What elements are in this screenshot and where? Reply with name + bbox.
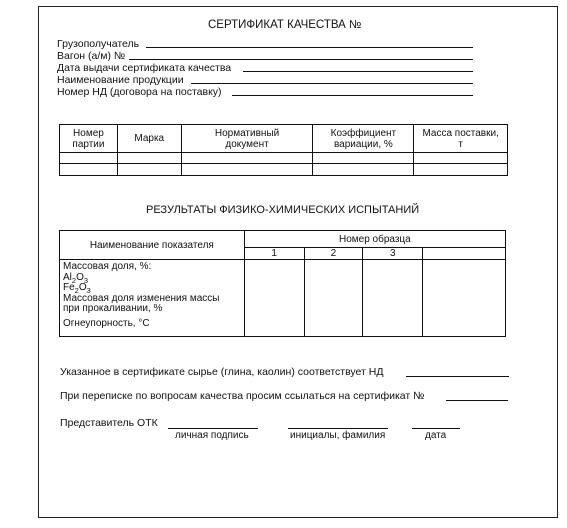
header-normative-document: Нормативный документ xyxy=(181,125,313,153)
table-cell[interactable] xyxy=(117,164,181,176)
indicator-al2o3: $Al_2O_3$ xyxy=(63,271,89,285)
header-grade: Марка xyxy=(117,125,181,153)
signature-label: Представитель ОТК xyxy=(60,417,158,429)
table-cell[interactable] xyxy=(304,260,363,337)
indicator-mass-change-line2: при прокаливании, % xyxy=(63,303,163,314)
results-header-row xyxy=(60,231,506,248)
batch-table xyxy=(59,124,508,176)
sample-number-2: 2 xyxy=(304,248,363,260)
signature-line[interactable] xyxy=(168,428,258,429)
header-batch-number: Номер партии xyxy=(60,125,118,153)
indicator-fe2o3: $Fe_2O_3$ xyxy=(63,282,91,295)
table-cell[interactable] xyxy=(313,164,414,176)
indicator-refractoriness: Огнеупорность, °С xyxy=(63,317,150,329)
table-cell[interactable] xyxy=(244,260,304,337)
table-cell[interactable] xyxy=(363,260,423,337)
caption-name: инициалы, фамилия xyxy=(290,430,386,441)
table-cell[interactable] xyxy=(60,153,118,164)
batch-table-header-row xyxy=(60,125,508,153)
table-cell[interactable] xyxy=(313,153,414,164)
certificate-number-line[interactable] xyxy=(446,400,508,401)
field-line-product[interactable] xyxy=(191,83,473,84)
section-title: РЕЗУЛЬТАТЫ ФИЗИКО-ХИМИЧЕСКИХ ИСПЫТАНИЙ xyxy=(146,204,420,216)
table-cell[interactable] xyxy=(60,164,118,176)
date-line[interactable] xyxy=(412,428,460,429)
caption-date: дата xyxy=(425,430,447,441)
conformity-line[interactable] xyxy=(406,376,509,377)
field-line-recipient[interactable] xyxy=(146,47,473,48)
table-cell[interactable] xyxy=(181,153,313,164)
table-row xyxy=(60,153,508,164)
field-label-nd-number: Номер НД (договора на поставку) xyxy=(57,86,222,98)
field-line-nd-number[interactable] xyxy=(232,95,473,96)
table-cell[interactable] xyxy=(181,164,313,176)
table-cell[interactable] xyxy=(414,153,508,164)
conformity-statement: Указанное в сертификате сырье (глина, каолин) соответствует НД xyxy=(60,366,384,378)
table-row xyxy=(60,164,508,176)
correspondence-statement: При переписке по вопросам качества просим ссылаться на сертификат № xyxy=(60,390,425,402)
header-variation-coefficient: Коэффициент вариации, % xyxy=(313,125,414,153)
certificate-title: СЕРТИФИКАТ КАЧЕСТВА № xyxy=(208,19,362,31)
sample-number-extra xyxy=(423,248,506,260)
indicator-mass-fraction: Массовая доля, %: xyxy=(63,261,152,272)
indicator-mass-change-line1: Массовая доля изменения массы xyxy=(63,292,220,304)
field-label-wagon: Вагон (а/м) № xyxy=(57,50,126,62)
field-label-recipient: Грузополучатель xyxy=(57,38,140,50)
field-label-issue-date: Дата выдачи сертификата качества xyxy=(57,62,232,74)
indicator-row xyxy=(60,260,506,337)
name-line[interactable] xyxy=(288,428,388,429)
results-table xyxy=(59,230,506,337)
sample-number-3: 3 xyxy=(363,248,423,260)
indicator-list xyxy=(60,260,245,337)
header-sample-number: Номер образца xyxy=(244,231,505,248)
table-cell[interactable] xyxy=(414,164,508,176)
header-delivery-mass: Масса поставки, т xyxy=(414,125,508,153)
caption-signature: личная подпись xyxy=(175,430,249,441)
field-line-wagon[interactable] xyxy=(129,59,473,60)
header-indicator: Наименование показателя xyxy=(60,231,245,260)
field-label-product: Наименование продукции xyxy=(57,74,184,86)
table-cell[interactable] xyxy=(117,153,181,164)
table-cell[interactable] xyxy=(423,260,506,337)
field-line-issue-date[interactable] xyxy=(243,71,473,72)
sample-number-1: 1 xyxy=(244,248,304,260)
